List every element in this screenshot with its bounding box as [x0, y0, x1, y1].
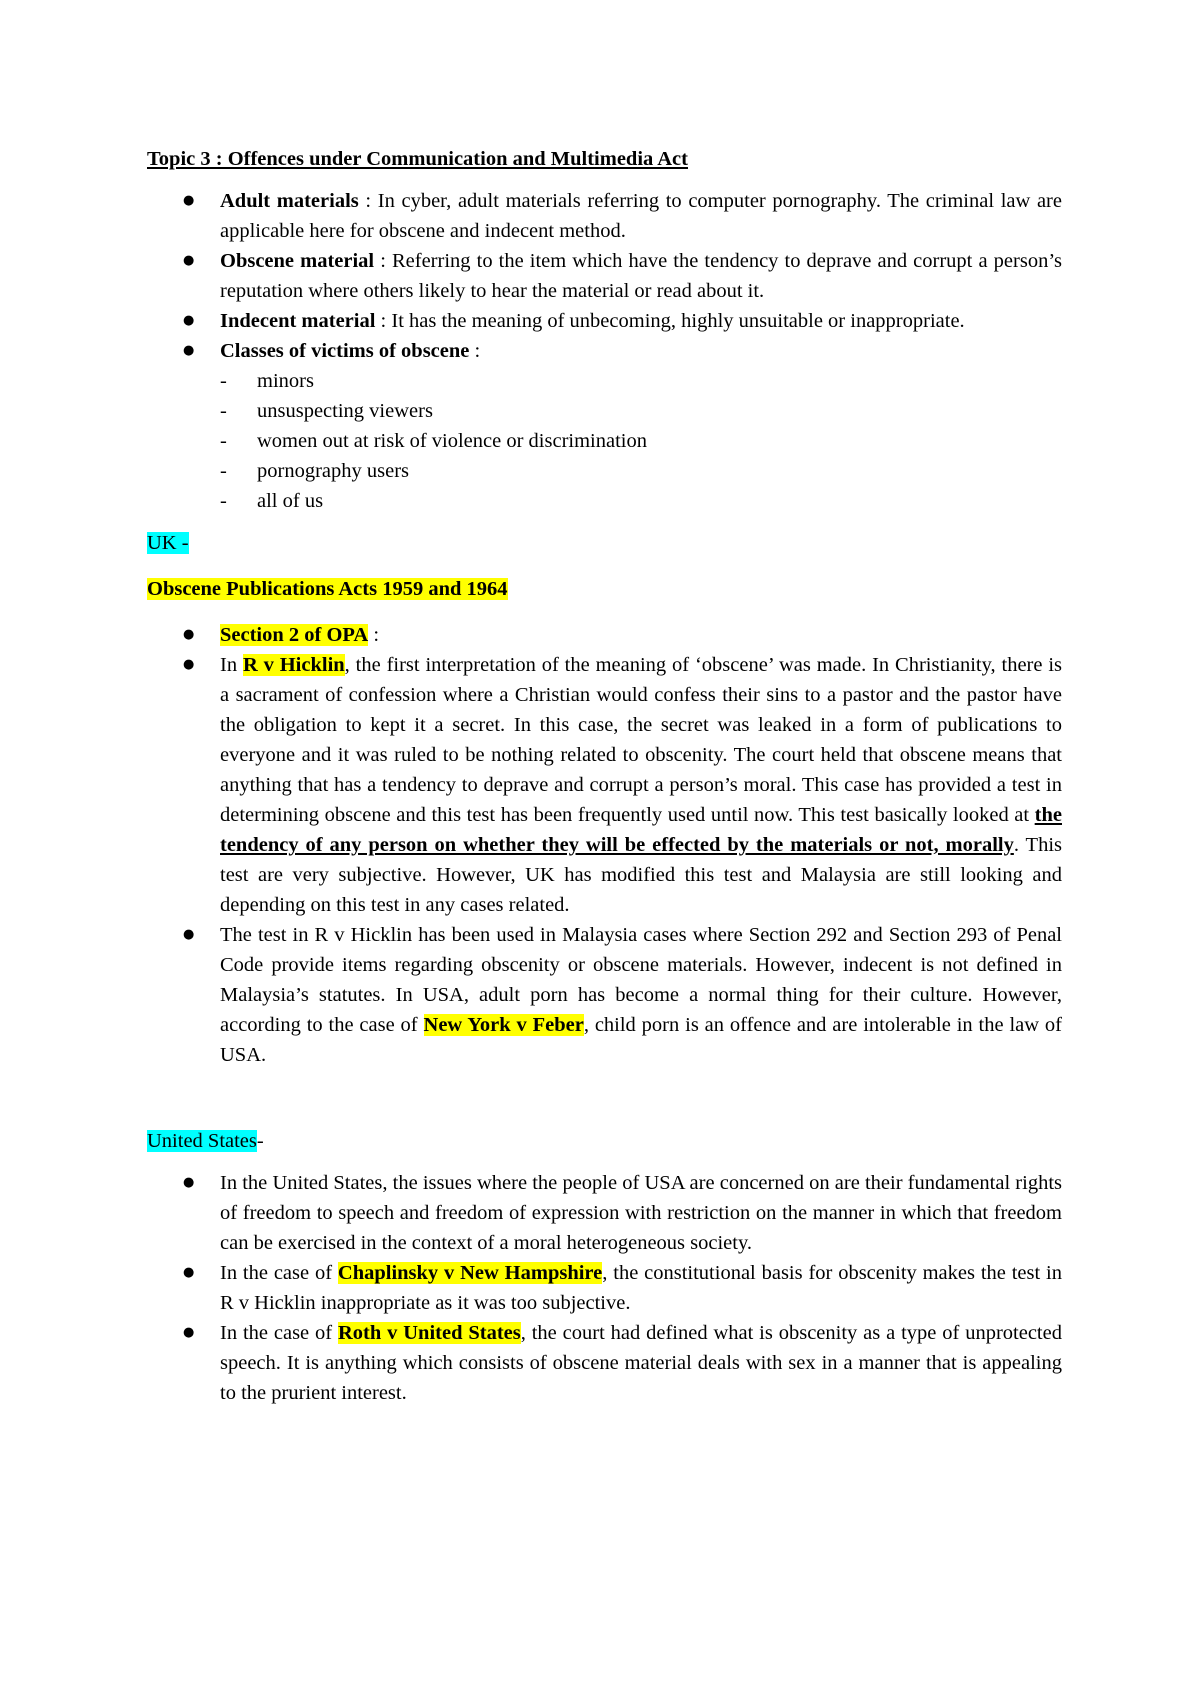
- uk-list: [147, 620, 1062, 1070]
- list-item: [147, 186, 1062, 246]
- case-name: Roth v United States: [337, 1322, 521, 1344]
- text: . This test are very subjective. However, UK has modified this test and Malaysia are still looking and depending on this test in any cases related.: [220, 834, 1062, 916]
- separator: :: [469, 340, 481, 362]
- definition-text: Referring to the item which have the tendency to deprave and corrupt a person’s reputation where others likely to hear the material or read about it.: [220, 250, 1062, 302]
- list-item: [147, 620, 1062, 650]
- separator: :: [368, 624, 380, 646]
- text: In: [220, 654, 243, 676]
- list-item: - women out at risk of violence or discrimination: [147, 426, 1062, 456]
- case-name: R v Hicklin: [242, 654, 345, 676]
- list-item: - pornography users: [147, 456, 1062, 486]
- text: In the United States, the issues where the people of USA are concerned on are their fundamental rights of freedom to speech and freedom of expression with restriction on the manner in which that freedom can be exercised in the context of a moral heterogeneous society.: [220, 1172, 1062, 1254]
- uk-heading: Obscene Publications Acts 1959 and 1964: [147, 578, 508, 600]
- list-item: [147, 1168, 1062, 1258]
- section-label: Section 2 of OPA: [220, 624, 369, 646]
- section-heading-uk: [147, 574, 1062, 604]
- text: , the constitutional basis for obscenity makes the test in R v Hicklin inappropriate as it was too subjective.: [220, 1262, 1062, 1314]
- us-list: [147, 1168, 1062, 1408]
- text: In the case of: [220, 1262, 338, 1284]
- term: Indecent material: [220, 310, 376, 332]
- separator: -: [256, 1130, 264, 1152]
- list-item: [147, 336, 1062, 366]
- separator: :: [375, 310, 392, 332]
- us-label: United States: [147, 1130, 257, 1152]
- list-item: - minors: [147, 366, 1062, 396]
- section-label-uk: [147, 528, 1062, 558]
- uk-label: UK -: [147, 532, 189, 554]
- separator: :: [374, 250, 392, 272]
- victims-list: [147, 366, 1062, 516]
- case-name: New York v Feber: [423, 1014, 584, 1036]
- list-item: - all of us: [147, 486, 1062, 516]
- term: Classes of victims of obscene: [220, 340, 470, 362]
- text: The test in R v Hicklin has been used in Malaysia cases where Section 292 and Section 293 of Penal Code provide items regarding obscenity or obscene materials. However, indecent is not defined in Malaysia’s statutes. In USA, adult porn has become a normal thing for their culture. However, according to the case of: [220, 924, 1062, 1036]
- term: Adult materials: [220, 190, 359, 212]
- text: , the court had defined what is obscenity as a type of unprotected speech. It is anything which consists of obscene material deals with sex in a manner that is appealing to the prurient interest.: [220, 1322, 1062, 1404]
- list-item: [147, 650, 1062, 920]
- list-item: [147, 1318, 1062, 1408]
- term: Obscene material: [220, 250, 375, 272]
- list-item: [147, 1258, 1062, 1318]
- list-item: [147, 246, 1062, 306]
- text: , the first interpretation of the meaning of ‘obscene’ was made. In Christianity, there is a sacrament of confession where a Christian would confess their sins to a pastor and the pastor have the obligation to kept it a secret. In this case, the secret was leaked in a form of publications to everyone and it was ruled to be nothing related to obscenity. The court held that obscene means that anything that has a tendency to deprave and corrupt a person’s moral. This case has provided a test in determining obscene and this test has been frequently used until now. This test basically looked at: [220, 654, 1063, 826]
- definitions-list: [147, 186, 1062, 366]
- definition-text: It has the meaning of unbecoming, highly unsuitable or inappropriate.: [391, 310, 965, 332]
- text: In the case of: [220, 1322, 338, 1344]
- emphasis-text: the tendency of any person on whether they will be effected by the materials or not, morally: [220, 804, 1062, 856]
- spacer: [147, 1070, 1062, 1126]
- text: , child porn is an offence and are intolerable in the law of USA.: [220, 1014, 1062, 1066]
- document-body: [147, 144, 1062, 1408]
- separator: :: [358, 190, 378, 212]
- definition-text: In cyber, adult materials referring to computer pornography. The criminal law are applicable here for obscene and indecent method.: [220, 190, 1062, 242]
- list-item: [147, 920, 1062, 1070]
- list-item: - unsuspecting viewers: [147, 396, 1062, 426]
- case-name: Chaplinsky v New Hampshire: [337, 1262, 603, 1284]
- list-item: [147, 306, 1062, 336]
- page-title: Topic 3 : Offences under Communication and Multimedia Act: [147, 148, 688, 170]
- section-label-us: [147, 1126, 1062, 1156]
